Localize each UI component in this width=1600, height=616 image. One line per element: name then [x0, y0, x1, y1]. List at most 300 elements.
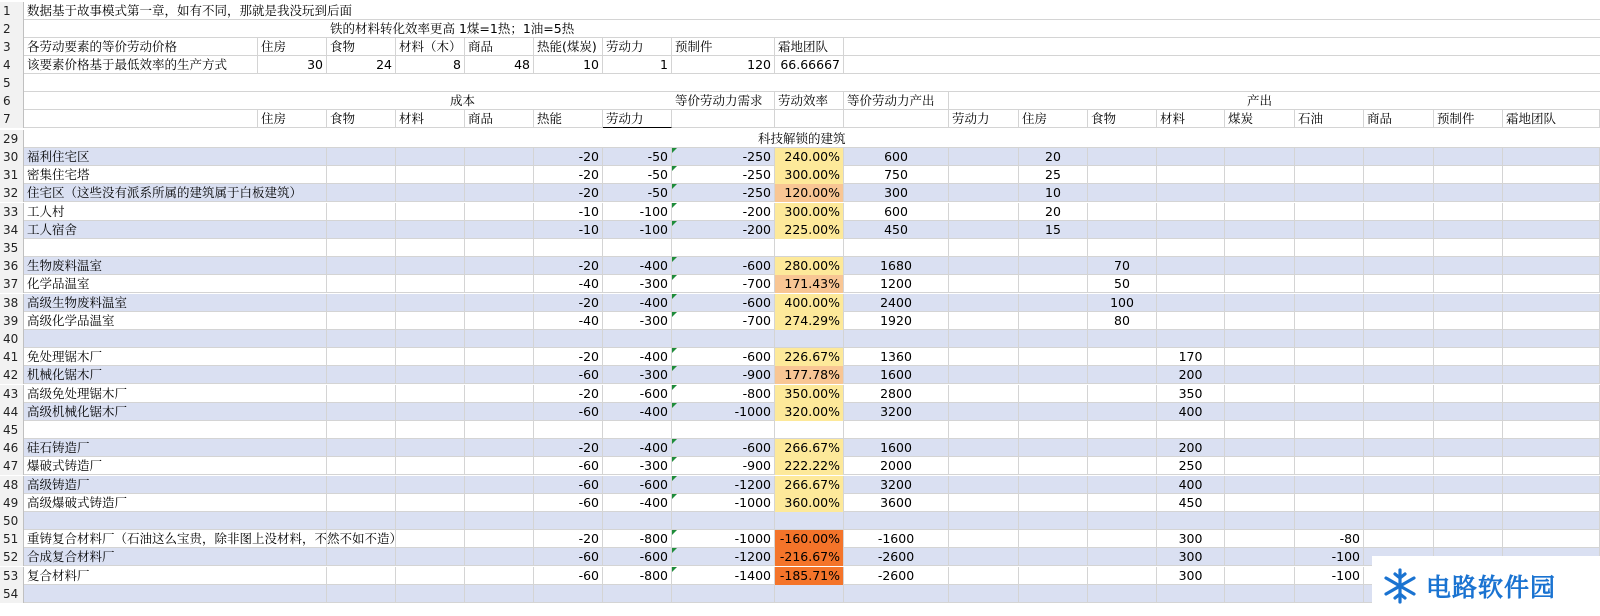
- efficiency-cell[interactable]: 320.00%: [775, 403, 844, 421]
- out-frostland-cell[interactable]: [1503, 421, 1600, 439]
- cost-material-cell[interactable]: [396, 257, 465, 275]
- building-name[interactable]: 化学品温室: [27, 276, 90, 292]
- cost-material-cell[interactable]: [396, 512, 465, 530]
- labor-demand-cell[interactable]: -600: [672, 439, 775, 457]
- cost-goods-cell[interactable]: [465, 567, 534, 585]
- cost-goods-cell[interactable]: [465, 366, 534, 384]
- out-coal-cell[interactable]: [1225, 530, 1295, 548]
- out-oil-cell[interactable]: [1295, 421, 1364, 439]
- cost-food-cell[interactable]: [327, 385, 396, 403]
- out-goods-cell[interactable]: [1364, 385, 1434, 403]
- cost-food-cell[interactable]: [327, 457, 396, 475]
- cost-col-food[interactable]: 食物: [327, 110, 396, 128]
- out-housing-cell[interactable]: [1019, 530, 1088, 548]
- cost-food-cell[interactable]: [327, 548, 396, 566]
- sheet-row-46[interactable]: [0, 439, 1600, 457]
- cost-heat-cell[interactable]: -20: [534, 257, 603, 275]
- cost-heat-cell[interactable]: -60: [534, 403, 603, 421]
- sheet-row-43[interactable]: [0, 385, 1600, 403]
- out-labor-cell[interactable]: [949, 166, 1019, 184]
- out-frostland-cell[interactable]: [1503, 330, 1600, 348]
- out-coal-cell[interactable]: [1225, 403, 1295, 421]
- out-goods-cell[interactable]: [1364, 257, 1434, 275]
- out-oil-cell[interactable]: [1295, 330, 1364, 348]
- out-food-cell[interactable]: 50: [1088, 275, 1157, 293]
- cost-housing-cell[interactable]: [258, 403, 327, 421]
- building-name[interactable]: [24, 239, 258, 257]
- out-prefab-cell[interactable]: [1434, 203, 1503, 221]
- out-prefab-cell[interactable]: [1434, 257, 1503, 275]
- eq-output-cell[interactable]: 1600: [844, 439, 949, 457]
- out-oil-cell[interactable]: [1295, 512, 1364, 530]
- cost-food-cell[interactable]: [327, 512, 396, 530]
- cost-food-cell[interactable]: [327, 476, 396, 494]
- out-prefab-cell[interactable]: [1434, 421, 1503, 439]
- out-food-cell[interactable]: 100: [1088, 294, 1157, 312]
- cost-housing-cell[interactable]: [258, 294, 327, 312]
- cost-housing-cell[interactable]: [258, 221, 327, 239]
- out-housing-cell[interactable]: [1019, 585, 1088, 603]
- out-labor-cell[interactable]: [949, 184, 1019, 202]
- sheet-row-40[interactable]: [0, 330, 1600, 348]
- out-labor-cell[interactable]: [949, 512, 1019, 530]
- efficiency-cell[interactable]: 280.00%: [775, 257, 844, 275]
- cost-food-cell[interactable]: [327, 203, 396, 221]
- efficiency-cell[interactable]: 177.78%: [775, 366, 844, 384]
- out-labor-cell[interactable]: [949, 239, 1019, 257]
- out-prefab-cell[interactable]: [1434, 275, 1503, 293]
- cost-material-cell[interactable]: [396, 221, 465, 239]
- cost-food-cell[interactable]: [327, 330, 396, 348]
- building-name[interactable]: 合成复合材料厂: [27, 549, 115, 565]
- efficiency-cell[interactable]: 274.29%: [775, 312, 844, 330]
- price-value-food[interactable]: 24: [327, 56, 396, 74]
- sheet-row-45[interactable]: [0, 421, 1600, 439]
- out-labor-cell[interactable]: [949, 275, 1019, 293]
- out-prefab-cell[interactable]: [1434, 312, 1503, 330]
- out-labor-cell[interactable]: [949, 312, 1019, 330]
- out-frostland-cell[interactable]: [1503, 294, 1600, 312]
- cost-goods-cell[interactable]: [465, 184, 534, 202]
- cost-heat-cell[interactable]: [534, 512, 603, 530]
- out-labor-cell[interactable]: [949, 348, 1019, 366]
- cost-goods-cell[interactable]: [465, 421, 534, 439]
- cost-labor-cell[interactable]: [603, 421, 672, 439]
- price-value-frostland[interactable]: 66.66667: [775, 56, 844, 74]
- cost-goods-cell[interactable]: [465, 585, 534, 603]
- out-material-cell[interactable]: 200: [1157, 366, 1225, 384]
- out-coal-cell[interactable]: [1225, 348, 1295, 366]
- labor-demand-cell[interactable]: -600: [672, 348, 775, 366]
- sheet-row-34[interactable]: [0, 221, 1600, 239]
- out-goods-cell[interactable]: [1364, 348, 1434, 366]
- out-goods-cell[interactable]: [1364, 184, 1434, 202]
- out-housing-cell[interactable]: [1019, 421, 1088, 439]
- out-housing-cell[interactable]: [1019, 348, 1088, 366]
- cost-goods-cell[interactable]: [465, 385, 534, 403]
- sheet-row-41[interactable]: [0, 348, 1600, 366]
- building-name[interactable]: 住宅区（这些没有派系所属的建筑属于白板建筑）: [27, 185, 303, 201]
- cost-material-cell[interactable]: [396, 585, 465, 603]
- cost-heat-cell[interactable]: -40: [534, 312, 603, 330]
- cost-heat-cell[interactable]: -40: [534, 275, 603, 293]
- out-prefab-cell[interactable]: [1434, 221, 1503, 239]
- out-material-cell[interactable]: 400: [1157, 403, 1225, 421]
- out-labor-cell[interactable]: [949, 457, 1019, 475]
- out-goods-cell[interactable]: [1364, 439, 1434, 457]
- cost-housing-cell[interactable]: [258, 148, 327, 166]
- out-labor-cell[interactable]: [949, 567, 1019, 585]
- out-oil-cell[interactable]: [1295, 221, 1364, 239]
- out-food-cell[interactable]: [1088, 548, 1157, 566]
- out-coal-cell[interactable]: [1225, 366, 1295, 384]
- cost-material-cell[interactable]: [396, 457, 465, 475]
- sheet-row-1[interactable]: [0, 2, 1600, 20]
- cost-heat-cell[interactable]: -60: [534, 548, 603, 566]
- cost-food-cell[interactable]: [327, 257, 396, 275]
- out-coal-cell[interactable]: [1225, 457, 1295, 475]
- price-header-prefab[interactable]: 预制件: [672, 38, 775, 56]
- eq-output-cell[interactable]: 600: [844, 203, 949, 221]
- out-housing-cell[interactable]: 20: [1019, 203, 1088, 221]
- labor-demand-cell[interactable]: -1000: [672, 494, 775, 512]
- eq-output-cell[interactable]: 2800: [844, 385, 949, 403]
- cost-housing-cell[interactable]: [258, 184, 327, 202]
- out-labor-cell[interactable]: [949, 257, 1019, 275]
- price-value-material[interactable]: 8: [396, 56, 465, 74]
- labor-demand-cell[interactable]: -600: [672, 294, 775, 312]
- out-housing-cell[interactable]: [1019, 439, 1088, 457]
- out-coal-cell[interactable]: [1225, 512, 1295, 530]
- cost-goods-cell[interactable]: [465, 294, 534, 312]
- efficiency-cell[interactable]: -216.67%: [775, 548, 844, 566]
- cost-heat-cell[interactable]: -20: [534, 530, 603, 548]
- out-food-cell[interactable]: [1088, 166, 1157, 184]
- row-number[interactable]: 36: [0, 257, 24, 275]
- cost-goods-cell[interactable]: [465, 439, 534, 457]
- out-goods-cell[interactable]: [1364, 294, 1434, 312]
- out-goods-cell[interactable]: [1364, 330, 1434, 348]
- price-label-cell[interactable]: 各劳动要素的等价劳动价格: [24, 38, 258, 56]
- cost-material-cell[interactable]: [396, 548, 465, 566]
- sheet-row-31[interactable]: [0, 166, 1600, 184]
- eq-output-cell[interactable]: 3200: [844, 403, 949, 421]
- out-labor-cell[interactable]: [949, 421, 1019, 439]
- out-food-cell[interactable]: [1088, 476, 1157, 494]
- out-housing-cell[interactable]: 10: [1019, 184, 1088, 202]
- out-frostland-cell[interactable]: [1503, 239, 1600, 257]
- out-col-oil[interactable]: 石油: [1295, 110, 1364, 128]
- row-number[interactable]: 45: [0, 421, 24, 439]
- sheet-row-35[interactable]: [0, 239, 1600, 257]
- out-prefab-cell[interactable]: [1434, 184, 1503, 202]
- out-frostland-cell[interactable]: [1503, 494, 1600, 512]
- efficiency-cell[interactable]: [775, 512, 844, 530]
- sheet-row-51[interactable]: [0, 530, 1600, 548]
- building-name[interactable]: 免处理锯木厂: [27, 349, 103, 365]
- eq-output-cell[interactable]: 1680: [844, 257, 949, 275]
- efficiency-cell[interactable]: 222.22%: [775, 457, 844, 475]
- cost-goods-cell[interactable]: [465, 330, 534, 348]
- out-coal-cell[interactable]: [1225, 548, 1295, 566]
- cost-housing-cell[interactable]: [258, 312, 327, 330]
- cost-heat-cell[interactable]: -20: [534, 348, 603, 366]
- out-coal-cell[interactable]: [1225, 184, 1295, 202]
- cost-labor-cell[interactable]: [603, 512, 672, 530]
- cost-labor-cell[interactable]: -100: [603, 203, 672, 221]
- cost-labor-cell[interactable]: -400: [603, 257, 672, 275]
- out-coal-cell[interactable]: [1225, 421, 1295, 439]
- row-number[interactable]: 54: [0, 585, 24, 603]
- building-name[interactable]: 复合材料厂: [27, 567, 90, 583]
- out-housing-cell[interactable]: [1019, 294, 1088, 312]
- cost-material-cell[interactable]: [396, 494, 465, 512]
- cost-heat-cell[interactable]: -60: [534, 567, 603, 585]
- out-housing-cell[interactable]: [1019, 403, 1088, 421]
- out-labor-cell[interactable]: [949, 366, 1019, 384]
- sheet-row-52[interactable]: [0, 548, 1600, 566]
- conversion-note-cell[interactable]: 铁的材料转化效率更高 1煤=1热；1油=5热: [330, 21, 575, 36]
- eq-output-cell[interactable]: 300: [844, 184, 949, 202]
- out-goods-cell[interactable]: [1364, 366, 1434, 384]
- cost-labor-cell[interactable]: -800: [603, 567, 672, 585]
- cost-food-cell[interactable]: [327, 221, 396, 239]
- price-value-goods[interactable]: 48: [465, 56, 534, 74]
- out-oil-cell[interactable]: [1295, 403, 1364, 421]
- out-prefab-cell[interactable]: [1434, 476, 1503, 494]
- out-labor-cell[interactable]: [949, 585, 1019, 603]
- cost-food-cell[interactable]: [327, 567, 396, 585]
- cost-housing-cell[interactable]: [258, 275, 327, 293]
- cost-goods-cell[interactable]: [465, 166, 534, 184]
- labor-demand-cell[interactable]: -1400: [672, 567, 775, 585]
- out-frostland-cell[interactable]: [1503, 366, 1600, 384]
- out-coal-cell[interactable]: [1225, 166, 1295, 184]
- out-frostland-cell[interactable]: [1503, 385, 1600, 403]
- row-number[interactable]: 46: [0, 439, 24, 457]
- cost-material-cell[interactable]: [396, 421, 465, 439]
- building-name[interactable]: 工人宿舍: [27, 221, 78, 237]
- cost-goods-cell[interactable]: [465, 476, 534, 494]
- cost-labor-cell[interactable]: -300: [603, 457, 672, 475]
- out-housing-cell[interactable]: 15: [1019, 221, 1088, 239]
- building-name[interactable]: 高级生物废料温室: [27, 294, 128, 310]
- row-number[interactable]: 50: [0, 512, 24, 530]
- out-coal-cell[interactable]: [1225, 439, 1295, 457]
- out-housing-cell[interactable]: [1019, 275, 1088, 293]
- row-number[interactable]: 48: [0, 476, 24, 494]
- out-oil-cell[interactable]: [1295, 203, 1364, 221]
- cost-goods-cell[interactable]: [465, 148, 534, 166]
- cost-food-cell[interactable]: [327, 530, 396, 548]
- out-food-cell[interactable]: [1088, 221, 1157, 239]
- row-number[interactable]: 38: [0, 294, 24, 312]
- row-number[interactable]: 30: [0, 148, 24, 166]
- labor-demand-cell[interactable]: -700: [672, 312, 775, 330]
- out-oil-cell[interactable]: [1295, 476, 1364, 494]
- eq-output-cell[interactable]: 600: [844, 148, 949, 166]
- out-coal-cell[interactable]: [1225, 294, 1295, 312]
- cost-housing-cell[interactable]: [258, 567, 327, 585]
- row-number[interactable]: 52: [0, 548, 24, 566]
- sheet-row-50[interactable]: [0, 512, 1600, 530]
- out-labor-cell[interactable]: [949, 221, 1019, 239]
- cost-col-labor[interactable]: 劳动力: [603, 110, 672, 128]
- cost-labor-cell[interactable]: -50: [603, 166, 672, 184]
- out-material-cell[interactable]: [1157, 148, 1225, 166]
- cost-housing-cell[interactable]: [258, 366, 327, 384]
- row-number[interactable]: 6: [0, 92, 24, 110]
- cost-heat-cell[interactable]: [534, 585, 603, 603]
- out-col-labor[interactable]: 劳动力: [949, 110, 1019, 128]
- out-frostland-cell[interactable]: [1503, 439, 1600, 457]
- price-header-frostland[interactable]: 霜地团队: [775, 38, 844, 56]
- out-goods-cell[interactable]: [1364, 512, 1434, 530]
- out-goods-cell[interactable]: [1364, 421, 1434, 439]
- out-housing-cell[interactable]: [1019, 239, 1088, 257]
- out-material-cell[interactable]: 300: [1157, 530, 1225, 548]
- cost-heat-cell[interactable]: -60: [534, 366, 603, 384]
- out-col-coal[interactable]: 煤炭: [1225, 110, 1295, 128]
- out-food-cell[interactable]: [1088, 239, 1157, 257]
- cost-housing-cell[interactable]: [258, 457, 327, 475]
- out-coal-cell[interactable]: [1225, 476, 1295, 494]
- labor-demand-cell[interactable]: -250: [672, 184, 775, 202]
- out-material-cell[interactable]: [1157, 221, 1225, 239]
- cost-material-cell[interactable]: [396, 439, 465, 457]
- price-header-material[interactable]: 材料（木）: [396, 38, 465, 56]
- out-coal-cell[interactable]: [1225, 221, 1295, 239]
- labor-demand-cell[interactable]: -250: [672, 166, 775, 184]
- price-header-housing[interactable]: 住房: [258, 38, 327, 56]
- cost-material-cell[interactable]: [396, 166, 465, 184]
- sheet-row-6[interactable]: [0, 92, 1600, 110]
- cost-labor-cell[interactable]: -800: [603, 530, 672, 548]
- cost-housing-cell[interactable]: [258, 585, 327, 603]
- labor-demand-cell[interactable]: [672, 330, 775, 348]
- out-food-cell[interactable]: [1088, 366, 1157, 384]
- out-oil-cell[interactable]: -100: [1295, 567, 1364, 585]
- out-coal-cell[interactable]: [1225, 203, 1295, 221]
- cost-housing-cell[interactable]: [258, 476, 327, 494]
- out-food-cell[interactable]: [1088, 348, 1157, 366]
- eq-output-header[interactable]: 等价劳动力产出: [844, 92, 949, 110]
- cost-material-cell[interactable]: [396, 330, 465, 348]
- row-number[interactable]: 7: [0, 110, 24, 128]
- out-frostland-cell[interactable]: [1503, 275, 1600, 293]
- cost-goods-cell[interactable]: [465, 348, 534, 366]
- out-coal-cell[interactable]: [1225, 385, 1295, 403]
- out-col-goods[interactable]: 商品: [1364, 110, 1434, 128]
- out-food-cell[interactable]: [1088, 512, 1157, 530]
- sheet-row-37[interactable]: [0, 275, 1600, 293]
- eq-output-cell[interactable]: [844, 239, 949, 257]
- cost-heat-cell[interactable]: -60: [534, 476, 603, 494]
- cost-col-housing[interactable]: 住房: [258, 110, 327, 128]
- row-number[interactable]: 39: [0, 312, 24, 330]
- blank-cell[interactable]: [672, 110, 775, 128]
- eq-output-cell[interactable]: 3200: [844, 476, 949, 494]
- out-material-cell[interactable]: 250: [1157, 457, 1225, 475]
- building-name[interactable]: 福利住宅区: [27, 149, 90, 164]
- row-number[interactable]: 5: [0, 74, 24, 92]
- cost-labor-cell[interactable]: -300: [603, 275, 672, 293]
- out-prefab-cell[interactable]: [1434, 148, 1503, 166]
- price-value-housing[interactable]: 30: [258, 56, 327, 74]
- labor-demand-cell[interactable]: -1000: [672, 530, 775, 548]
- out-goods-cell[interactable]: [1364, 312, 1434, 330]
- out-material-cell[interactable]: 200: [1157, 439, 1225, 457]
- cost-housing-cell[interactable]: [258, 494, 327, 512]
- out-oil-cell[interactable]: [1295, 348, 1364, 366]
- efficiency-header[interactable]: 劳动效率: [775, 92, 844, 110]
- efficiency-cell[interactable]: [775, 239, 844, 257]
- out-coal-cell[interactable]: [1225, 257, 1295, 275]
- cost-labor-cell[interactable]: -400: [603, 348, 672, 366]
- out-prefab-cell[interactable]: [1434, 512, 1503, 530]
- efficiency-cell[interactable]: [775, 585, 844, 603]
- efficiency-cell[interactable]: 266.67%: [775, 439, 844, 457]
- out-frostland-cell[interactable]: [1503, 530, 1600, 548]
- cost-food-cell[interactable]: [327, 275, 396, 293]
- out-material-cell[interactable]: [1157, 312, 1225, 330]
- cost-goods-cell[interactable]: [465, 312, 534, 330]
- cost-housing-cell[interactable]: [258, 348, 327, 366]
- labor-demand-cell[interactable]: -200: [672, 203, 775, 221]
- cost-goods-cell[interactable]: [465, 403, 534, 421]
- efficiency-cell[interactable]: 240.00%: [775, 148, 844, 166]
- blank-cell[interactable]: [24, 110, 258, 128]
- labor-demand-cell[interactable]: [672, 239, 775, 257]
- out-goods-cell[interactable]: [1364, 275, 1434, 293]
- out-goods-cell[interactable]: [1364, 148, 1434, 166]
- out-food-cell[interactable]: [1088, 421, 1157, 439]
- out-frostland-cell[interactable]: [1503, 312, 1600, 330]
- out-housing-cell[interactable]: [1019, 476, 1088, 494]
- out-goods-cell[interactable]: [1364, 239, 1434, 257]
- building-name[interactable]: 重铸复合材料厂（石油这么宝贵，除非图上没材料，不然不如不造）: [27, 531, 403, 547]
- building-name[interactable]: [24, 512, 258, 530]
- out-oil-cell[interactable]: [1295, 312, 1364, 330]
- labor-demand-cell[interactable]: -600: [672, 257, 775, 275]
- out-oil-cell[interactable]: [1295, 585, 1364, 603]
- out-material-cell[interactable]: [1157, 203, 1225, 221]
- out-housing-cell[interactable]: [1019, 457, 1088, 475]
- cost-material-cell[interactable]: [396, 148, 465, 166]
- out-oil-cell[interactable]: -80: [1295, 530, 1364, 548]
- out-col-material[interactable]: 材料: [1157, 110, 1225, 128]
- out-coal-cell[interactable]: [1225, 239, 1295, 257]
- out-labor-cell[interactable]: [949, 530, 1019, 548]
- eq-output-cell[interactable]: -2600: [844, 567, 949, 585]
- out-coal-cell[interactable]: [1225, 148, 1295, 166]
- cost-labor-cell[interactable]: -400: [603, 294, 672, 312]
- cost-heat-cell[interactable]: -10: [534, 203, 603, 221]
- building-name[interactable]: 高级铸造厂: [27, 476, 90, 492]
- price-value-heat[interactable]: 10: [534, 56, 603, 74]
- efficiency-cell[interactable]: 226.67%: [775, 348, 844, 366]
- cost-food-cell[interactable]: [327, 239, 396, 257]
- cost-heat-cell[interactable]: -60: [534, 457, 603, 475]
- cost-housing-cell[interactable]: [258, 330, 327, 348]
- out-material-cell[interactable]: [1157, 166, 1225, 184]
- cost-labor-cell[interactable]: -400: [603, 439, 672, 457]
- eq-output-cell[interactable]: [844, 421, 949, 439]
- out-oil-cell[interactable]: [1295, 439, 1364, 457]
- row-number[interactable]: 37: [0, 275, 24, 293]
- efficiency-cell[interactable]: 350.00%: [775, 385, 844, 403]
- out-food-cell[interactable]: [1088, 457, 1157, 475]
